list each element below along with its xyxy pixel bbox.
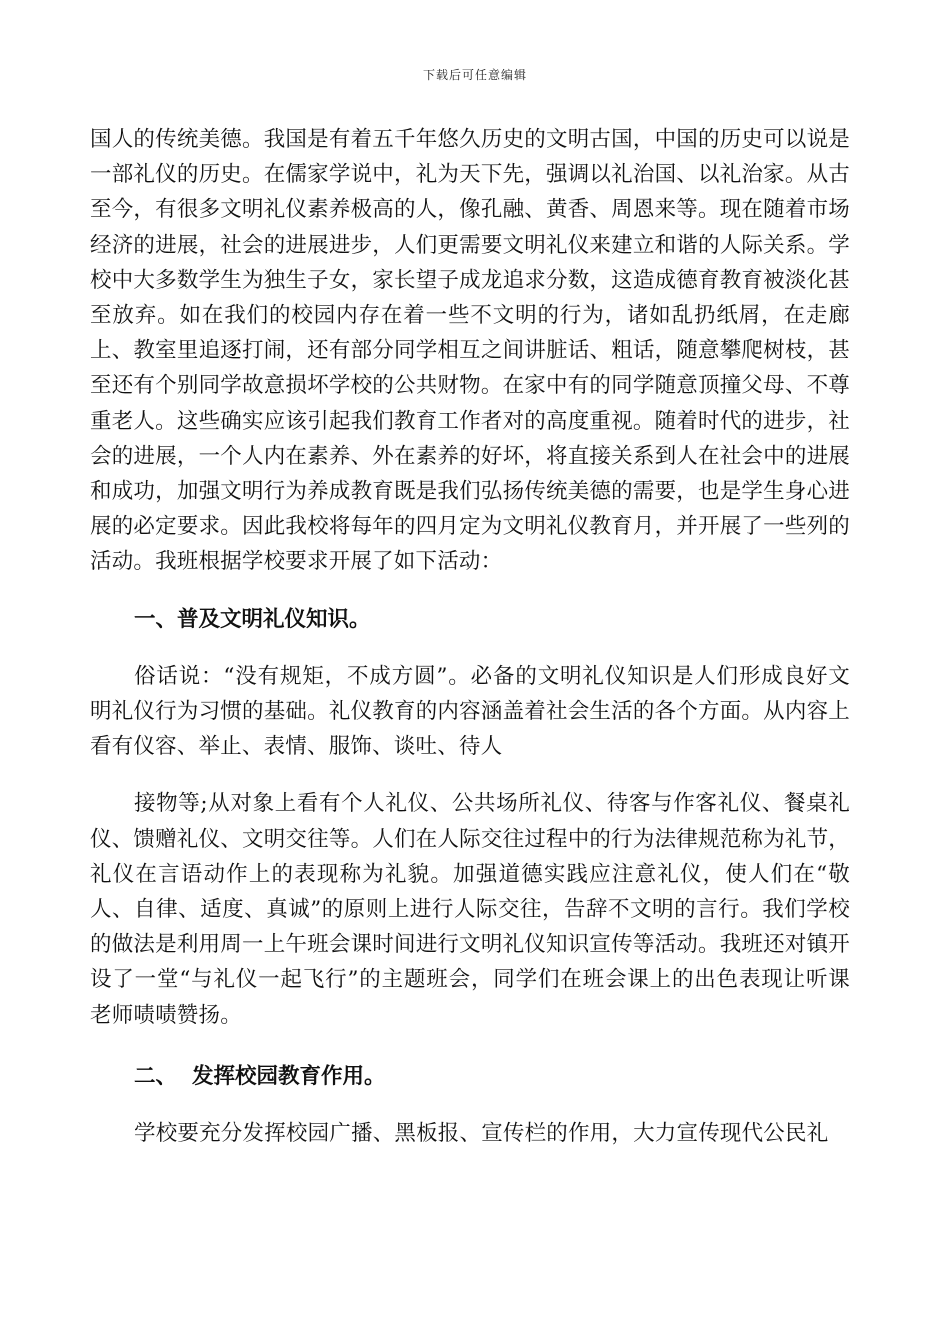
paragraph-etiquette-content: 接物等;从对象上看有个人礼仪、公共场所礼仪、待客与作客礼仪、餐桌礼仪、馈赠礼仪、文明交往等。人们在人际交往过程中的行为法律规范称为礼节，礼仪在言语动作上的表现称为礼貌。加强道德实践应注意礼仪，使人们在“敬人、自律、适度、真诚”的原则上进行人际交往，告辞不文明的言行。我们学校的做法是利用周一上午班会课时间进行文明礼仪知识宣传等活动。我班还对镇开设了一堂“与礼仪一起飞行”的主题班会，同学们在班会课上的出色表现让听课老师啧啧赞扬。 xyxy=(90,791,850,1028)
paragraph-etiquette-knowledge: 俗话说：“没有规矩，不成方圆”。必备的文明礼仪知识是人们形成良好文明礼仪行为习惯的基础。礼仪教育的内容涵盖着社会生活的各个方面。从内容上看有仪容、举止、表情、服饰、谈吐、待人 xyxy=(90,663,850,760)
section-heading-1: 一、普及文明礼仪知识。 xyxy=(134,606,371,632)
section-heading-2: 二、 发挥校园教育作用。 xyxy=(134,1063,386,1089)
paragraph-campus-education: 学校要充分发挥校园广播、黑板报、宣传栏的作用，大力宣传现代公民礼 xyxy=(134,1121,829,1147)
document-body xyxy=(90,122,850,1151)
paragraph-intro: 国人的传统美德。我国是有着五千年悠久历史的文明古国，中国的历史可以说是一部礼仪的历史。在儒家学说中，礼为天下先，强调以礼治国、以礼治家。从古至今，有很多文明礼仪素养极高的人，像孔融、黄香、周恩来等。现在随着市场经济的进展，社会的进展进步，人们更需要文明礼仪来建立和谐的人际关系。学校中大多数学生为独生子女，家长望子成龙追求分数，这造成德育教育被淡化甚至放弃。如在我们的校园内存在着一些不文明的行为，诸如乱扔纸屑，在走廊上、教室里追逐打闹，还有部分同学相互之间讲脏话、粗话，随意攀爬树枝，甚至还有个别同学故意损坏学校的公共财物。在家中有的同学随意顶撞父母、不尊重老人。这些确实应该引起我们教育工作者对的高度重视。随着时代的进步，社会的进展，一个人内在素养、外在素养的好坏，将直接关系到人在社会中的进展和成功，加强文明行为养成教育既是我们弘扬传统美德的需要，也是学生身心进展的必定要求。因此我校将每年的四月定为文明礼仪教育月，并开展了一些列的活动。我班根据学校要求开展了如下活动： xyxy=(90,127,850,575)
header-note: 下载后可任意编辑 xyxy=(422,68,527,82)
